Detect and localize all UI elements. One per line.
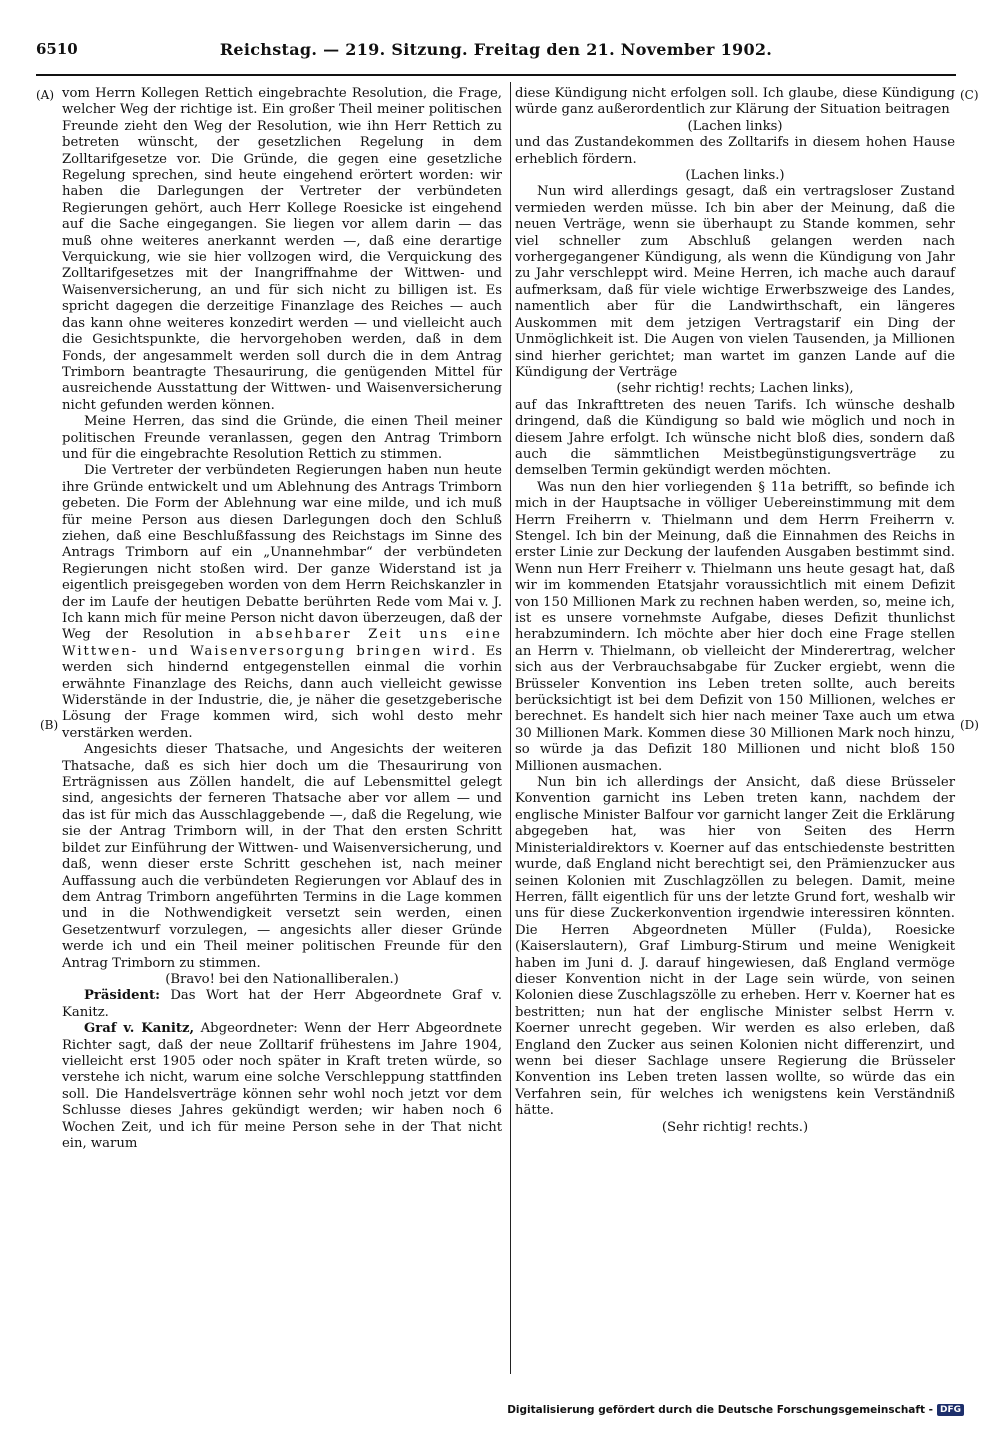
column-divider: [510, 82, 511, 1374]
paragraph: Angesichts dieser Thatsache, und Angesichts der weiteren Thatsache, daß es sich hier doch um die Thesaurirung von Erträgnissen aus Zöllen handelt, die auf Lebensmittel gelegt sind, angesichts der ferneren Thatsache aber vor allem — und das ist für mich das Ausschlaggebende —, daß die Regelung, wie sie der Antrag Trimborn will, in der That den ersten Schritt bildet zur Einführung der Wittwen- und Waisenversicherung, und daß, wenn dieser erste Schritt geschehen ist, nach meiner Auffassung auch die verbündeten Regierungen vor Ablauf des in dem Antrag Trimborn angeführten Termins in die Lage kommen und in die Nothwendigkeit versetzt sein werden, einen Gesetzentwurf vorzulegen, — angesichts aller dieser Gründe werde ich und ein Theil meiner politischen Freunde für den Antrag Trimborn zu stimmen.: [62, 742, 502, 971]
margin-marker-c: (C): [960, 88, 979, 102]
footer-credit: [507, 1404, 964, 1416]
margin-marker-d: (D): [960, 718, 979, 732]
page-header: [36, 40, 956, 68]
paragraph: auf das Inkrafttreten des neuen Tarifs. Ich wünsche deshalb dringend, daß die Kündigung so bald wie möglich und noch in diesem Jahre erfolgt. Ich wünsche nicht bloß dies, sondern daß auch die sämmtlichen Meistbegünstigungsverträge zu demselben Termin gekündigt werden möchten.: [515, 397, 955, 479]
speaker-label: Präsident:: [84, 988, 161, 1004]
paragraph: Nun wird allerdings gesagt, daß ein vertragsloser Zustand vermieden werden müsse. Ich bin aber der Meinung, daß die neuen Verträge, wenn sie überhaupt zu Stande kommen, sehr viel schneller zum Abschluß gelangen werden nach vorhergegangener Kündigung, als wenn die Kündigung von Jahr zu Jahr verschleppt wird. Meine Herren, ich mache auch darauf aufmerksam, daß für viele wichtige Erwerbszweige des Landes, namentlich aber für die Landwirthschaft, ein längeres Auskommen mit dem jetzigen Vertragstarif ein Ding der Unmöglichkeit ist. Die Augen von vielen Tausenden, ja Millionen sind hierher gerichtet; man wartet im ganzen Lande auf die Kündigung der Verträge: [515, 184, 955, 380]
margin-marker-a: (A): [36, 88, 55, 102]
emphasized-text: absehbarer Zeit uns eine Wittwen- und Waisenversorgung bringen wird.: [62, 627, 502, 659]
paragraph-text: Es werden sich hindernd entgegenstellen einmal die vorhin erwähnte Finanzlage des Reichs, dann auch vielleicht gewisse Widerstände in der Industrie, die, je näher die gesetzgeberische Lösung der Frage kommen wird, sich wohl desto mehr verstärken werden.: [62, 643, 502, 741]
footer-text: Digitalisierung gefördert durch die Deutsche Forschungsgemeinschaft -: [507, 1404, 933, 1416]
paragraph-text: Abgeordneter: Wenn der Herr Abgeordnete Richter sagt, daß der neue Zolltarif frühestens im Jahre 1904, vielleicht erst 1905 oder noch später in Kraft treten würde, so verstehe ich nicht, warum eine solche Verschleppung stattfinden soll. Die Handelsverträge können sehr wohl noch jetzt vor dem Schlusse dieses Jahres gekündigt werden; wir haben noch 6 Wochen Zeit, und ich für meine Person sehe in der That nicht ein, warum: [62, 1021, 503, 1151]
header-rule: [36, 74, 956, 76]
paragraph: und das Zustandekommen des Zolltarifs in diesem hohen Hause erheblich fördern.: [515, 135, 955, 167]
reaction-note: (Bravo! bei den Nationalliberalen.): [165, 971, 399, 987]
page-number: 6510: [36, 40, 78, 58]
page-title: Reichstag. — 219. Sitzung. Freitag den 21. November 1902.: [219, 40, 773, 59]
paragraph: [62, 1021, 502, 1152]
paragraph: Was nun den hier vorliegenden § 11a betrifft, so befinde ich mich in der Hauptsache in völliger Uebereinstimmung mit dem Herrn Freiherrn v. Thielmann und dem Herrn Freiherrn v. Stengel. Ich bin der Meinung, daß die Einnahmen des Reichs in erster Linie zur Deckung der laufenden Ausgaben bestimmt sind. Wenn nun Herr Freiherr v. Thielmann uns heute gesagt hat, daß wir im kommenden Etatsjahr voraussichtlich mit einem Defizit von 150 Millionen Mark zu rechnen haben werden, so, meine ich, ist es unsere vornehmste Aufgabe, dieses Defizit thunlichst herabzumindern. Ich möchte aber hier doch eine Frage stellen an Herrn v. Thielmann, ob vielleicht der Minderertrag, welcher sich aus der Verbrauchsabgabe für Zucker ergiebt, wenn die Brüsseler Konvention ins Leben treten sollte, auch bereits berücksichtigt ist bei dem Defizit von 150 Millionen, welches er berechnet. Es handelt sich hier nach meiner Taxe auch um etwa 30 Millionen Mark. Kommen diese 30 Millionen Mark noch hinzu, so würde ja das Defizit 180 Millionen und nicht bloß 150 Millionen ausmachen.: [515, 479, 955, 774]
left-column: [62, 86, 502, 1152]
paragraph: diese Kündigung nicht erfolgen soll. Ich glaube, diese Kündigung würde ganz außerordentlich zur Klärung der Situation beitragen: [515, 86, 955, 118]
paragraph-text: Die Vertreter der verbündeten Regierungen haben nun heute ihre Gründe entwickelt und um Ablehnung des Antrags Trimborn gebeten. Die Form der Ablehnung war eine milde, und ich muß für meine Person aus diesen Darlegungen doch den Schluß ziehen, daß eine Beschlußfassung des Reichstags im Sinne des Antrags Trimborn auf ein „Unannehmbar“ der verbündeten Regierungen nicht stoßen wird. Der ganze Widerstand ist ja eigentlich preisgegeben worden von dem Herrn Reichskanzler in der im Laufe der heutigen Debatte berührten Rede vom Mai v. J. Ich kann mich für meine Person nicht davon überzeugen, daß der Weg der Resolution in: [62, 463, 502, 643]
paragraph: Meine Herren, das sind die Gründe, die einen Theil meiner politischen Freunde veranlassen, gegen den Antrag Trimborn und für die eingebrachte Resolution Rettich zu stimmen.: [62, 414, 502, 462]
right-column: [515, 86, 955, 1136]
paragraph-text: Das Wort hat der Herr Abgeordnete Graf v. Kanitz.: [62, 988, 502, 1020]
margin-marker-b: (B): [40, 718, 59, 732]
paragraph: [62, 988, 502, 1021]
speaker-name: Graf v. Kanitz,: [84, 1021, 195, 1037]
paragraph: [62, 463, 502, 742]
dfg-logo: DFG: [937, 1404, 964, 1416]
paragraph: vom Herrn Kollegen Rettich eingebrachte Resolution, die Frage, welcher Weg der richtige ist. Ein großer Theil meiner politischen Freunde zieht den Weg der Resolution, wie ihn Herr Rettich zu betreten wünscht, der gesetzlichen Regelung in dem Zolltarifgesetze vor. Die Gründe, die gegen eine gesetzliche Regelung sprechen, sind heute eingehend erörtert worden: wir haben die Darlegungen der Vertreter der verbündeten Regierungen gehört, auch Herr Kollege Roesicke ist eingehend auf die Sache eingegangen. Sie liegen vor allem darin — das muß ohne weiteres anerkannt werden —, daß eine derartige Verquickung, wie sie hier vollzogen wird, die Verquickung des Zolltarifgesetzes mit der Inangriffnahme der Wittwen- und Waisenversicherung, an und für sich nicht zu billigen ist. Es spricht dagegen die derzeitige Finanzlage des Reiches — auch das kann ohne weiteres konzedirt werden — und vielleicht auch die Gesichtspunkte, die hervorgehoben werden, daß in dem Fonds, der angesammelt werden soll durch die in dem Antrag Trimborn beantragte Thesaurirung, die genügenden Mittel für ausreichende Ausstattung der Wittwen- und Waisenversicherung nicht gefunden werden können.: [62, 86, 502, 413]
reaction-note: (Lachen links): [687, 118, 783, 134]
reaction-note: (sehr richtig! rechts; Lachen links),: [616, 381, 854, 397]
reaction-note: (Sehr richtig! rechts.): [661, 1119, 809, 1135]
reaction-note: (Lachen links.): [685, 168, 785, 184]
paragraph: Nun bin ich allerdings der Ansicht, daß diese Brüsseler Konvention garnicht ins Leben treten kann, nachdem der englische Minister Balfour vor garnicht langer Zeit die Erklärung abgegeben hat, was hier von Seiten des Herrn Ministerialdirektors v. Koerner auf das entschiedenste bestritten wurde, daß England nicht berechtigt sei, den Prämienzucker aus seinen Kolonien mit Zuschlagzöllen zu belegen. Damit, meine Herren, fällt eigentlich für uns der letzte Grund fort, weshalb wir uns für diese Zuckerkonvention irgendwie interessiren könnten. Die Herren Abgeordneten Müller (Fulda), Roesicke (Kaiserslautern), Graf Limburg-Stirum und meine Wenigkeit haben im Juni d. J. darauf hingewiesen, daß England vermöge dieser Konvention nicht in der Lage sein würde, von seinen Kolonien diese Zuschlagszölle zu erheben. Herr v. Koerner hat es bestritten; nun hat der englische Minister selbst Herrn v. Koerner unrecht gegeben. Wir werden es also erleben, daß England den Zucker aus seinen Kolonien nicht differenzirt, und wenn bei dieser Sachlage unsere Regierung die Brüsseler Konvention ins Leben treten lassen wollte, so würde das ein Verfahren sein, für welches ich wenigstens kein Verständniß hätte.: [515, 775, 955, 1119]
